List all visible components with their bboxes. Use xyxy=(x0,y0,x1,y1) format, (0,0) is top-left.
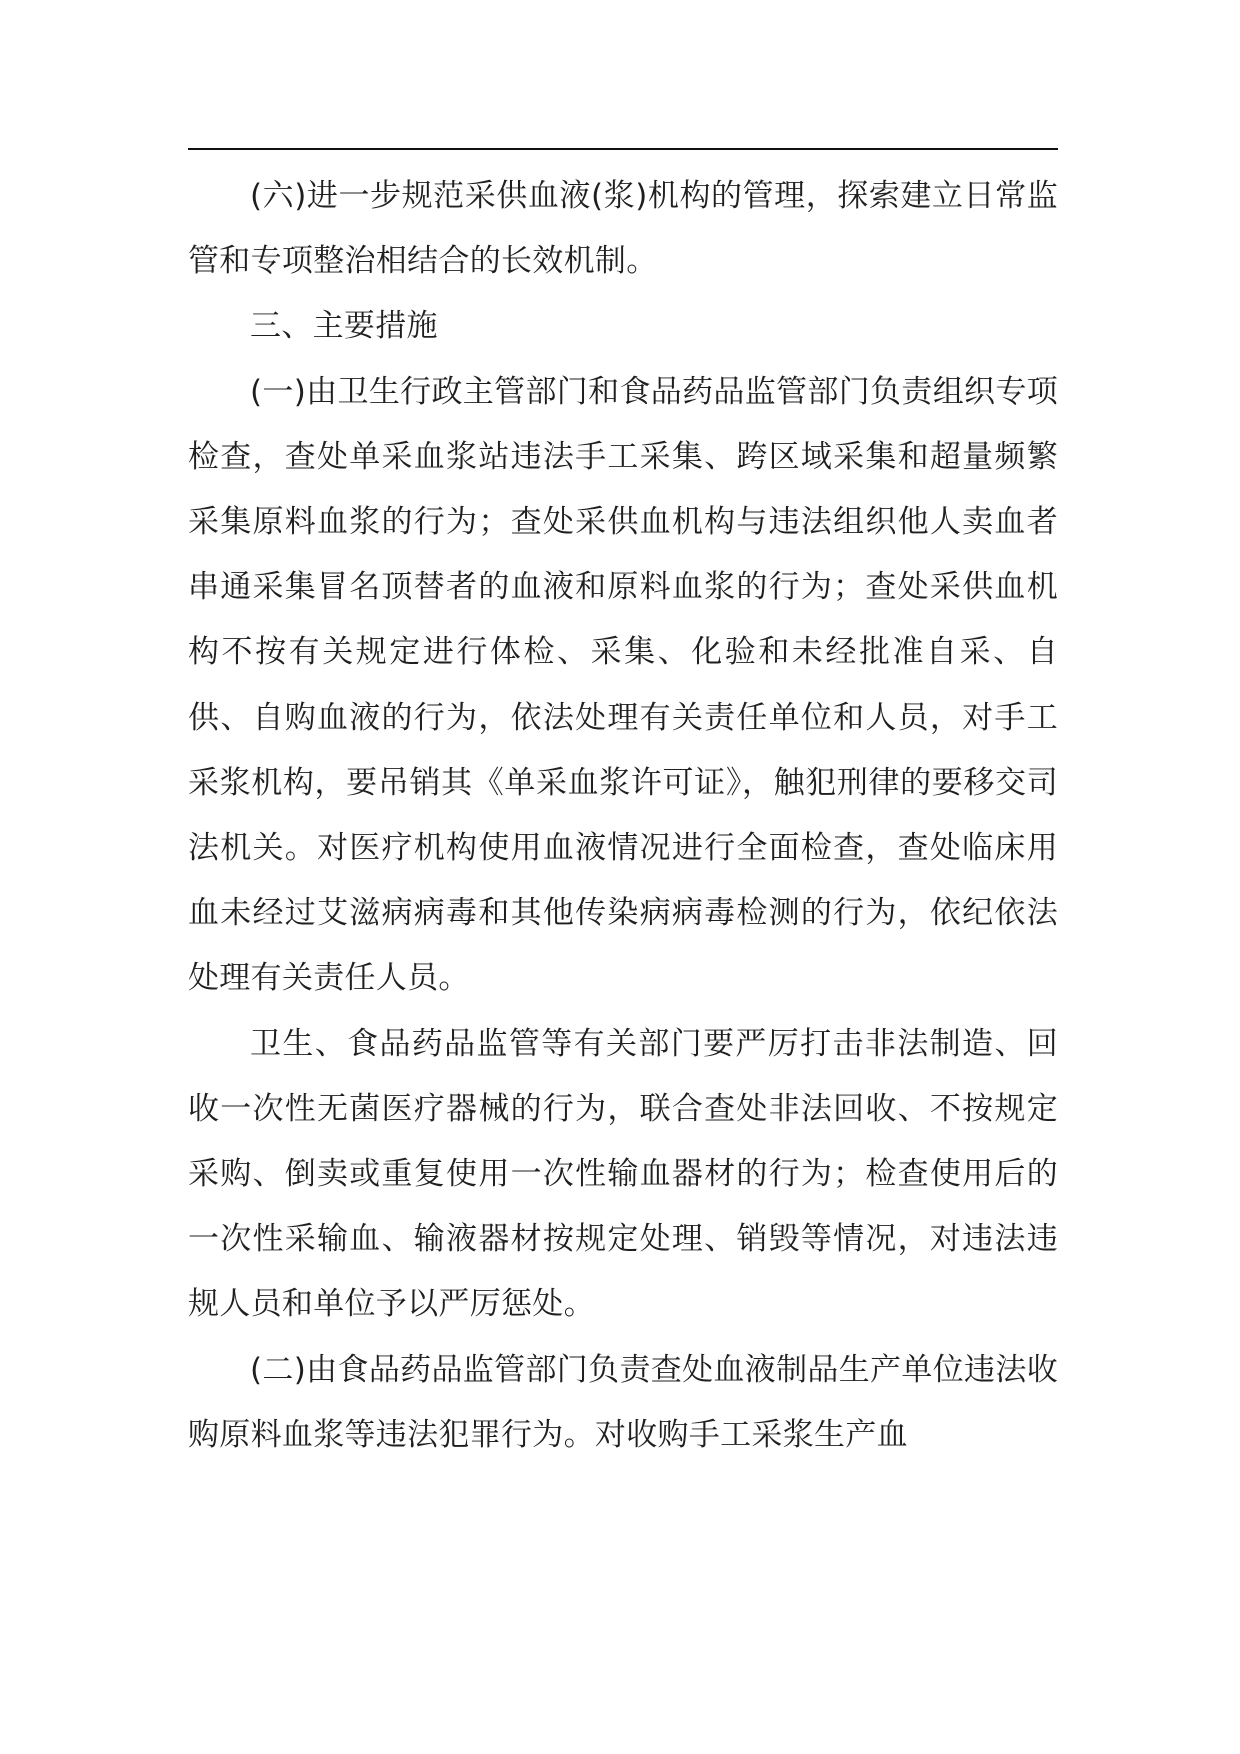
section-heading-main-measures: 三、主要措施 xyxy=(250,308,438,345)
paragraph-measure-two: (二)由食品药品监管部门负责查处血液制品生产单位违法收购原料血浆等违法犯罪行为。对收购手工采浆生产血 xyxy=(188,1351,1058,1453)
paragraph-measure-one: (一)由卫生行政主管部门和食品药品监管部门负责组织专项检查，查处单采血浆站违法手工采集、跨区域采集和超量频繁采集原料血浆的行为；查处采供血机构与违法组织他人卖血者串通采集冒名顶替者的血液和原料血浆的行为；查处采供血机构不按有关规定进行体检、采集、化验和未经批准自采、自供、自购血液的行为，依法处理有关责任单位和人员，对手工采浆机构，要吊销其《单采血浆许可证》，触犯刑律的要移交司法机关。对医疗机构使用血液情况进行全面检查，查处临床用血未经过艾滋病病毒和其他传染病病毒检测的行为，依纪依法处理有关责任人员。 xyxy=(188,373,1058,997)
document-page xyxy=(188,148,1058,1468)
paragraph-health-departments: 卫生、食品药品监管等有关部门要严厉打击非法制造、回收一次性无菌医疗器械的行为，联合查处非法回收、不按规定采购、倒卖或重复使用一次性输血器材的行为；检查使用后的一次性采输血、输液器材按规定处理、销毁等情况，对违法违规人员和单位予以严厉惩处。 xyxy=(188,1025,1058,1323)
header-rule xyxy=(188,148,1058,150)
paragraph-item-six: (六)进一步规范采供血液(浆)机构的管理，探索建立日常监管和专项整治相结合的长效机制。 xyxy=(188,178,1058,280)
